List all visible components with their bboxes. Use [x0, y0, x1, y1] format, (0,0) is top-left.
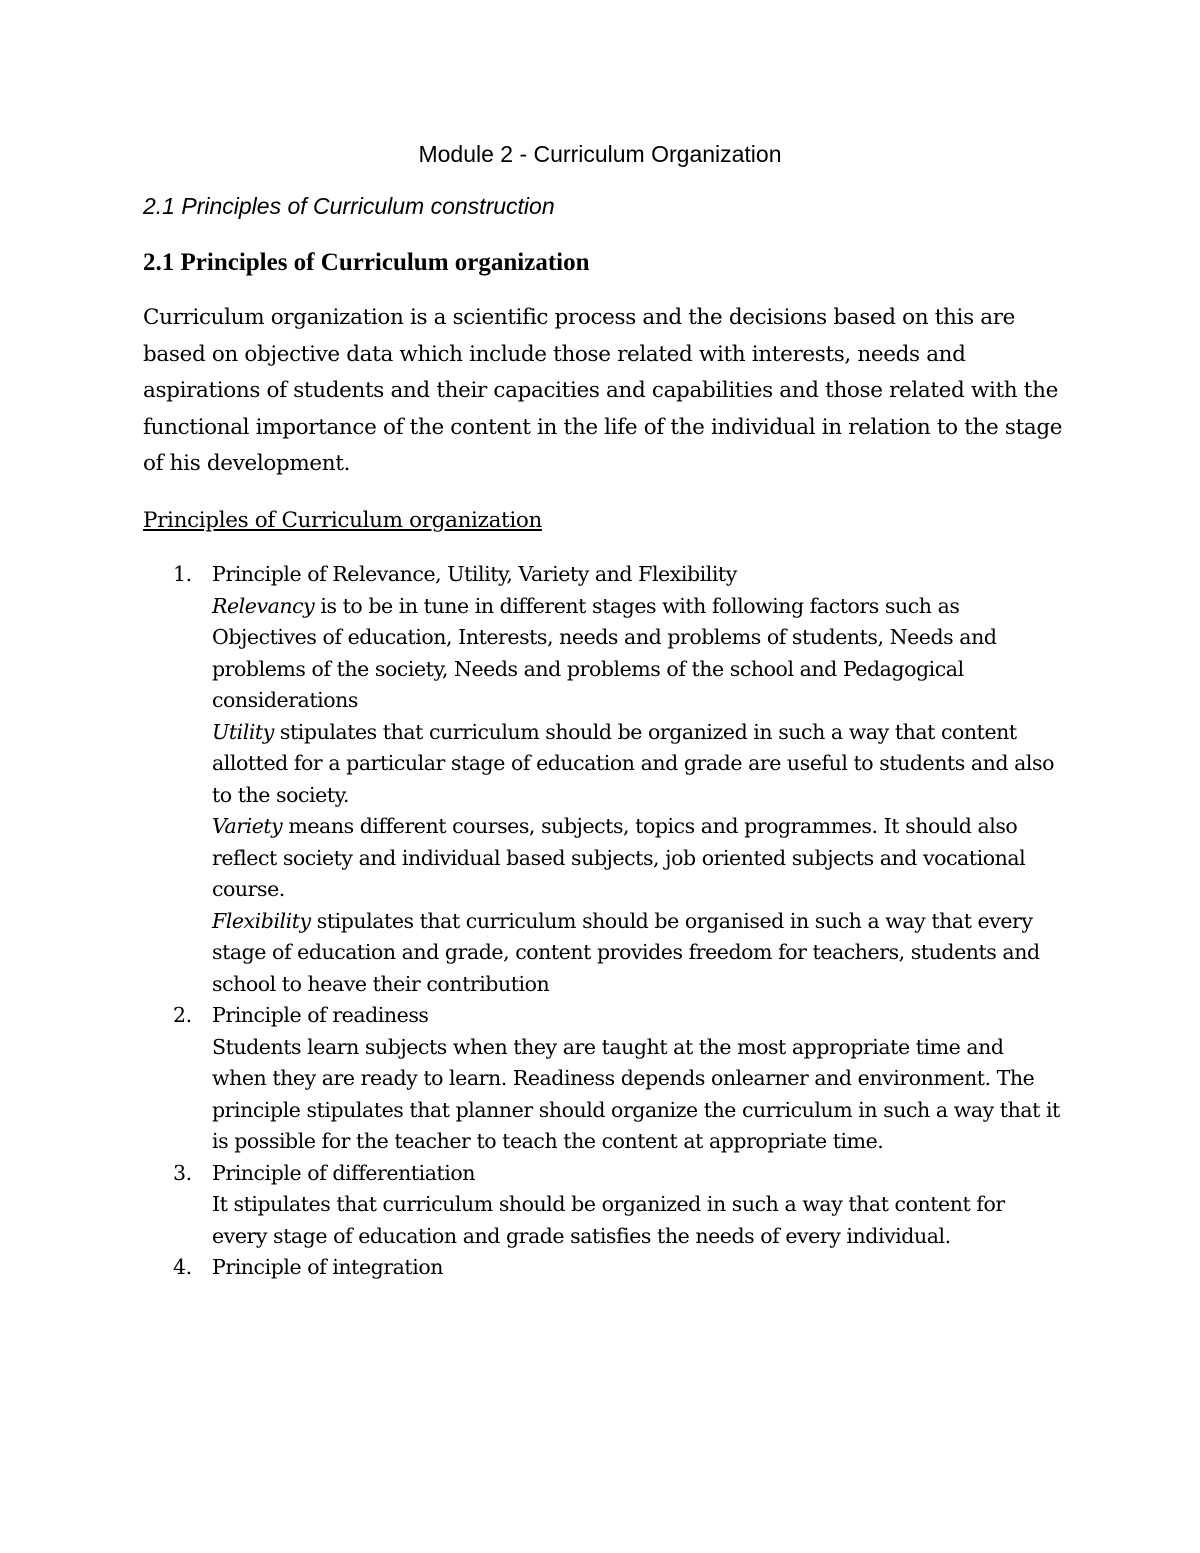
principle-paragraph [212, 906, 1063, 1001]
principle-title: Principle of integration [212, 1255, 443, 1279]
principle-term: Utility [212, 719, 274, 744]
principle-paragraph [212, 811, 1063, 906]
principle-item [143, 559, 1063, 1000]
principle-number: 3. [173, 1160, 192, 1185]
principle-text: It stipulates that curriculum should be organized in such a way that content for every stage of education and grade satisfies the needs of every individual. [212, 1192, 1005, 1248]
principle-term: Flexibility [212, 908, 311, 933]
principle-number: 4. [173, 1255, 192, 1279]
principle-paragraph [212, 1189, 1063, 1252]
intro-paragraph: Curriculum organization is a scientific process and the decisions based on this are based on objective data which include those related with interests, needs and aspirations of students and their capacities and capabilities and those related with the functional importance of the content in the life of the individual in relation to the stage of his development. [143, 305, 1063, 476]
section-heading: 2.1 Principles of Curriculum organization [143, 249, 590, 276]
principle-paragraph [212, 1032, 1063, 1158]
principle-text: stipulates that curriculum should be organised in such a way that every stage of education and grade, content provides freedom for teachers, students and school to heave their contribution [212, 908, 1040, 996]
principle-paragraph [212, 717, 1063, 812]
principle-term: Variety [212, 814, 283, 838]
principle-title: Principle of differentiation [212, 1160, 476, 1185]
principle-title: Principle of readiness [212, 1003, 429, 1027]
principles-section-title: Principles of Curriculum organization [143, 508, 542, 533]
principle-text: is to be in tune in different stages with following factors such as Objectives of education, Interests, needs and problems of students, Needs and problems of the society, Needs and problems of the school and Pedagogical considerations [212, 593, 997, 712]
principle-item [143, 1158, 1063, 1253]
principles-list [143, 559, 1063, 1284]
principle-item [143, 1252, 1063, 1284]
principle-term: Relevancy [212, 593, 315, 618]
document-title: Module 2 - Curriculum Organization [418, 141, 782, 167]
principle-number: 1. [173, 562, 192, 586]
principle-number: 2. [173, 1003, 192, 1027]
principle-paragraph [212, 591, 1063, 717]
principle-text: stipulates that curriculum should be organized in such a way that content allotted for a particular stage of education and grade are useful to students and also to the society. [212, 719, 1054, 807]
principle-text: Students learn subjects when they are taught at the most appropriate time and when they are ready to learn. Readiness depends onlearner and environment. The principle stipulates that planner should organize the curriculum in such a way that it is possible for the teacher to teach the content at appropriate time. [212, 1034, 1060, 1153]
principle-item [143, 1000, 1063, 1158]
principle-text: means different courses, subjects, topics and programmes. It should also reflect society and individual based subjects, job oriented subjects and vocational course. [212, 814, 1026, 901]
principle-title: Principle of Relevance, Utility, Variety and Flexibility [212, 562, 737, 586]
document-subtitle: 2.1 Principles of Curriculum construction [143, 193, 555, 219]
